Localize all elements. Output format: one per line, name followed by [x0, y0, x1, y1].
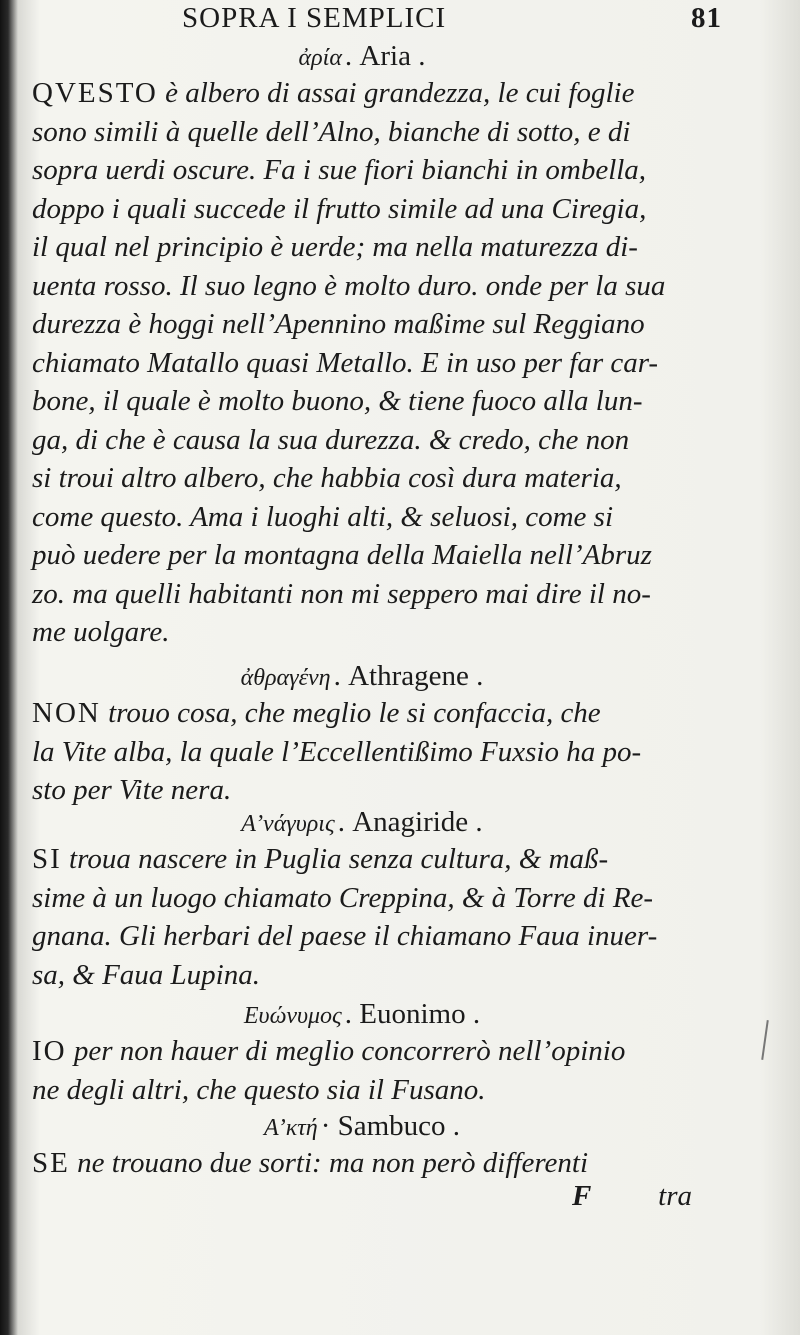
entry-greek-name: Ευώνυμος — [243, 1003, 342, 1029]
entry-body — [32, 74, 692, 652]
entry-heading — [32, 1110, 692, 1144]
entry-greek-name: Α’νάγυρις — [241, 811, 335, 837]
entry-anagiride — [32, 806, 692, 994]
running-head — [182, 2, 722, 34]
entry-text: troua nascere in Puglia senza cultura, & maß- sime à un luogo chiamato Creppina, & à Torre di Re- gnana. Gli herbari del paese il chiamano Faua inuer- sa, & Faua Lupina. — [32, 843, 658, 991]
entry-text: ne trouano due sorti: ma non però differenti — [69, 1147, 589, 1179]
entry-heading — [32, 998, 692, 1032]
entry-lead-word: QVESTO — [32, 77, 158, 109]
entry-athragene — [32, 660, 692, 810]
entry-euonimo — [32, 998, 692, 1109]
entry-body — [32, 694, 692, 810]
text-block — [32, 0, 722, 1335]
entry-sambuco — [32, 1110, 692, 1183]
entry-heading — [32, 40, 692, 74]
signature-mark: F — [572, 1180, 592, 1212]
catchword: tra — [658, 1180, 692, 1212]
entry-lead-word: IO — [32, 1035, 67, 1067]
entry-title: . Anagiride . — [337, 806, 483, 838]
entry-title: . Athragene . — [333, 660, 484, 692]
entry-lead-word: SI — [32, 843, 62, 875]
entry-lead-word: NON — [32, 697, 101, 729]
entry-text: per non hauer di meglio concorrerò nell’opinio ne degli altri, che questo sia il Fusano. — [32, 1035, 626, 1106]
entry-body — [32, 840, 692, 994]
entry-greek-name: ἀρία — [298, 45, 342, 71]
entry-title: . Aria . — [344, 40, 426, 72]
entry-heading — [32, 660, 692, 694]
entry-heading — [32, 806, 692, 840]
running-head-title: SOPRA I SEMPLICI — [182, 2, 447, 34]
entry-body — [32, 1144, 692, 1183]
entry-text: è albero di assai grandezza, le cui foglie sono simili à quelle dell’Alno, bianche di sotto, e di sopra uerdi oscure. Fa i sue fiori bianchi in ombella, doppo i quali succede il frutto simile ad una Ciregia, il qual nel principio è uerde; ma nella maturezza di- uenta rosso. Il suo legno è molto duro. onde per la sua durezza è hoggi nell’Apennino maßime sul Reggiano chiamato Matallo quasi Metallo. E in uso per far car- bone, il quale è molto buono, & tiene fuoco alla lun- ga, di che è causa la sua durezza. & credo, che non si troui altro albero, che habbia così dura materia, come questo. Ama i luoghi alti, & seluosi, come si può uedere per la montagna della Maiella nell’Abruz zo. ma quelli habitanti non mi seppero mai dire il no- me uolgare. — [32, 77, 666, 648]
entry-title: . Euonimo . — [344, 998, 481, 1030]
entry-text: trouo cosa, che meglio le si confaccia, che la Vite alba, la quale l’Eccellentißimo Fuxsio ha po- sto per Vite nera. — [32, 697, 642, 806]
entry-greek-name: Α’κτή — [263, 1115, 318, 1141]
entry-body — [32, 1032, 692, 1109]
entry-lead-word: SE — [32, 1147, 70, 1179]
entry-aria — [32, 40, 692, 652]
margin-pen-mark — [761, 1020, 769, 1060]
entry-title: · Sambuco . — [320, 1110, 461, 1142]
entry-greek-name: ἀθραγένη — [240, 665, 331, 691]
page-number: 81 — [691, 2, 722, 34]
